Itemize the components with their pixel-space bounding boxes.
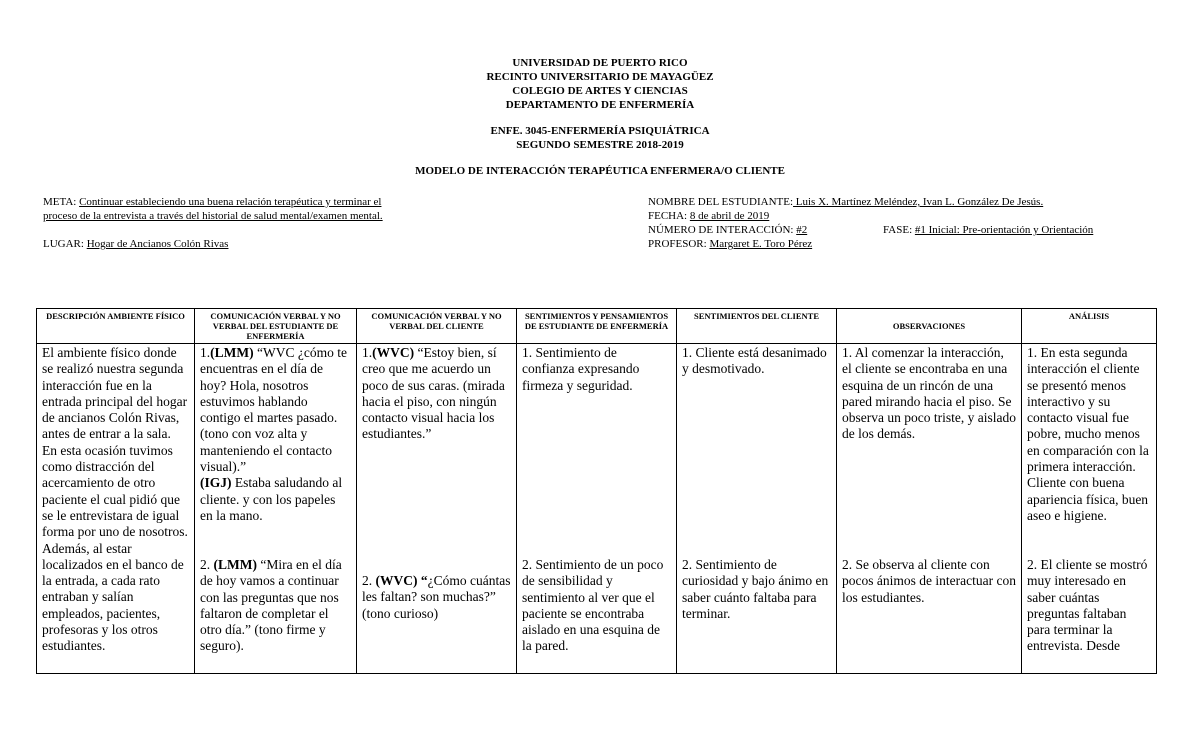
header-com-estudiante: COMUNICACIÓN VERBAL Y NO VERBAL DEL ESTUDIANTE DE ENFERMERÍA — [195, 309, 357, 344]
observacion-2: 2. Se observa al cliente con pocos ánimos de interactuar con los estudiantes. — [842, 557, 1016, 605]
cell-ambiente — [37, 344, 195, 674]
professor-label: PROFESOR: — [648, 238, 710, 250]
lugar-label: LUGAR: — [43, 238, 87, 250]
date-value: 8 de abril de 2019 — [689, 210, 770, 222]
table-row — [37, 344, 1157, 674]
meta-right-block — [648, 195, 1168, 251]
document-header — [0, 56, 1200, 178]
header-ambiente: DESCRIPCIÓN AMBIENTE FÍSICO — [37, 309, 195, 344]
meta-value-line-2: proceso de la entrevista a través del historial de salud mental/examen mental. — [43, 210, 383, 222]
cell-com-cliente — [357, 344, 517, 674]
cell-com-estudiante — [195, 344, 357, 674]
analisis-2: 2. El cliente se mostró muy interesado en saber cuántas preguntas faltaban para terminar la entrevista. Desde — [1027, 557, 1148, 654]
cell-sent-estudiante — [517, 344, 677, 674]
header-observaciones: OBSERVACIONES — [837, 309, 1022, 344]
semester: SEGUNDO SEMESTRE 2018-2019 — [516, 139, 684, 151]
cliente-entry-1: 1.(WVC) “Estoy bien, sí creo que me acuerdo un poco de sus caras. (mirada hacia el piso, con ningún contacto visual hacia los estudiantes.” — [362, 345, 505, 442]
model-title: MODELO DE INTERACCIÓN TERAPÉUTICA ENFERMERA/O CLIENTE — [415, 165, 785, 177]
header-analisis: ANÁLISIS — [1022, 309, 1157, 344]
sent-estudiante-1: 1. Sentimiento de confianza expresando firmeza y seguridad. — [522, 345, 640, 393]
meta-label: META: — [43, 196, 80, 208]
interaction-label: NÚMERO DE INTERACCIÓN: — [648, 224, 797, 236]
phase-value: #1 Inicial: Pre-orientación y Orientación — [914, 224, 1094, 236]
table-header-row — [37, 309, 1157, 344]
sent-cliente-1: 1. Cliente está desanimado y desmotivado. — [682, 345, 827, 377]
observacion-1: 1. Al comenzar la interacción, el cliente se encontraba en una esquina de un rincón de una pared mirando hacia el piso. Se observa un poco triste, y aislado de los demás. — [842, 345, 1016, 442]
phase-label: FASE: — [883, 224, 915, 236]
cell-analisis — [1022, 344, 1157, 674]
analisis-1: 1. En esta segunda interacción el cliente se presentó menos interactivo y su contacto visual fue pobre, mucho menos en comparación con la primera interacción. Cliente con buena apariencia física, buen aseo e higiene. — [1027, 345, 1149, 523]
college-name: COLEGIO DE ARTES Y CIENCIAS — [512, 85, 688, 97]
header-sent-estudiante: SENTIMIENTOS Y PENSAMIENTOS DE ESTUDIANTE DE ENFERMERÍA — [517, 309, 677, 344]
student-label: NOMBRE DEL ESTUDIANTE: — [648, 196, 794, 208]
estudiante-entry-2: 2. (LMM) “Mira en el día de hoy vamos a continuar con las preguntas que nos faltaron de completar el otro día.” (tono firme y seguro). — [200, 557, 342, 654]
date-label: FECHA: — [648, 210, 690, 222]
cliente-entry-2: 2. (WVC) “¿Cómo cuántas les faltan? son muchas?” (tono curioso) — [362, 573, 511, 621]
meta-left-block — [43, 195, 463, 251]
interaction-value: #2 — [796, 224, 808, 236]
campus-name: RECINTO UNIVERSITARIO DE MAYAGÜEZ — [486, 71, 714, 83]
header-com-cliente: COMUNICACIÓN VERBAL Y NO VERBAL DEL CLIENTE — [357, 309, 517, 344]
department-name: DEPARTAMENTO DE ENFERMERÍA — [505, 99, 695, 111]
student-value: Luis X. Martínez Meléndez, Ivan L. González De Jesús. — [793, 196, 1044, 208]
lugar-value: Hogar de Ancianos Colón Rivas — [86, 238, 229, 250]
ambiente-text: El ambiente físico donde se realizó nuestra segunda interacción fue en la entrada principal del hogar de ancianos Colón Rivas, antes de entrar a la sala. En esta ocasión tuvimos como distracción del acercamiento de otro paciente el cual pidió que se le entrevistara de igual forma por uno de nosotros. Además, al estar localizados en el banco de la entrada, a cada rato entraban y salían empleados, pacientes, profesoras y los otros estudiantes. — [42, 345, 188, 654]
estudiante-entry-1: 1.(LMM) “WVC ¿cómo te encuentras en el día de hoy? Hola, nosotros estuvimos hablando contigo el martes pasado. (tono con voz alta y manteniendo el contacto visual).” (IGJ) Estaba saludando al cliente. y con los papeles en la mano. — [200, 345, 347, 523]
cell-sent-cliente — [677, 344, 837, 674]
course-title: ENFE. 3045-ENFERMERÍA PSIQUIÁTRICA — [490, 125, 710, 137]
sent-cliente-2: 2. Sentimiento de curiosidad y bajo ánimo en saber cuánto faltaba para terminar. — [682, 557, 829, 621]
interaction-table — [36, 308, 1157, 674]
professor-value: Margaret E. Toro Pérez — [709, 238, 813, 250]
meta-value-line-1: Continuar estableciendo una buena relación terapéutica y terminar el — [79, 196, 382, 208]
cell-observaciones — [837, 344, 1022, 674]
university-name: UNIVERSIDAD DE PUERTO RICO — [512, 57, 688, 69]
sent-estudiante-2: 2. Sentimiento de un poco de sensibilidad y sentimiento al ver que el paciente se encontraba aislado en una esquina de la pared. — [522, 557, 664, 654]
header-sent-cliente: SENTIMIENTOS DEL CLIENTE — [677, 309, 837, 344]
